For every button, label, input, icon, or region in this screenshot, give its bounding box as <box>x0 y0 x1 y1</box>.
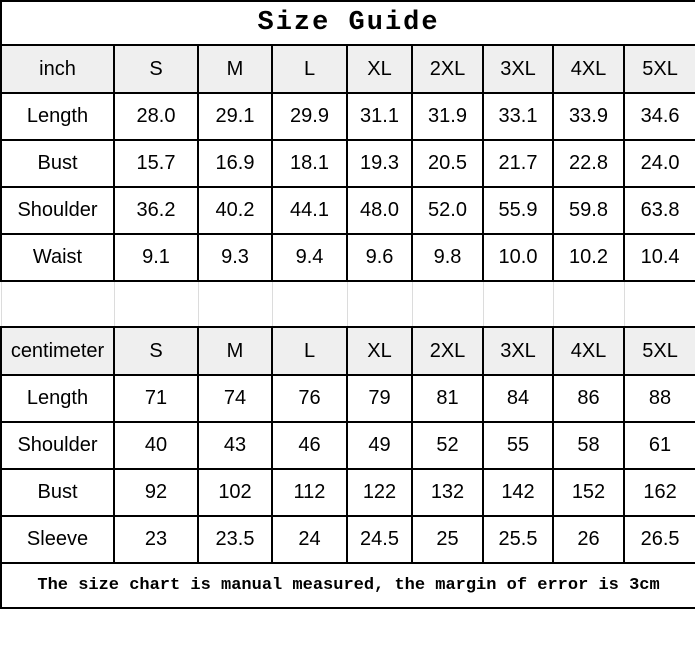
gap-cell <box>412 281 483 327</box>
gap-cell <box>198 281 272 327</box>
measurement-value-cell: 162 <box>624 469 695 516</box>
gap-cell <box>483 281 553 327</box>
measurement-value-cell: 24.5 <box>347 516 412 563</box>
measurement-value-cell: 33.1 <box>483 93 553 140</box>
measurement-value-cell: 92 <box>114 469 198 516</box>
measurement-value-cell: 34.6 <box>624 93 695 140</box>
size-header-cell: L <box>272 327 347 375</box>
measurement-value-cell: 43 <box>198 422 272 469</box>
measurement-value-cell: 49 <box>347 422 412 469</box>
measurement-value-cell: 88 <box>624 375 695 422</box>
gap-cell <box>347 281 412 327</box>
gap-cell <box>553 281 624 327</box>
size-header-cell: 3XL <box>483 327 553 375</box>
table-row <box>1 140 695 187</box>
measurement-value-cell: 33.9 <box>553 93 624 140</box>
footer-note: The size chart is manual measured, the margin of error is 3cm <box>1 563 695 608</box>
measurement-value-cell: 29.9 <box>272 93 347 140</box>
measurement-value-cell: 9.4 <box>272 234 347 281</box>
measurement-value-cell: 26.5 <box>624 516 695 563</box>
table-row <box>1 93 695 140</box>
footer-section <box>1 563 695 608</box>
measurement-value-cell: 16.9 <box>198 140 272 187</box>
table-row <box>1 234 695 281</box>
measurement-value-cell: 59.8 <box>553 187 624 234</box>
gap-cell <box>1 281 114 327</box>
measurement-value-cell: 48.0 <box>347 187 412 234</box>
inch-table-body <box>1 45 695 281</box>
measurement-value-cell: 63.8 <box>624 187 695 234</box>
measurement-value-cell: 19.3 <box>347 140 412 187</box>
gap-cell <box>114 281 198 327</box>
centimeter-table-body <box>1 327 695 563</box>
measurement-value-cell: 81 <box>412 375 483 422</box>
measurement-value-cell: 52.0 <box>412 187 483 234</box>
size-header-cell: 5XL <box>624 327 695 375</box>
measurement-value-cell: 24 <box>272 516 347 563</box>
measurement-value-cell: 18.1 <box>272 140 347 187</box>
measurement-label-cell: Bust <box>1 469 114 516</box>
size-header-cell: S <box>114 45 198 93</box>
measurement-value-cell: 29.1 <box>198 93 272 140</box>
measurement-value-cell: 22.8 <box>553 140 624 187</box>
measurement-value-cell: 52 <box>412 422 483 469</box>
measurement-value-cell: 44.1 <box>272 187 347 234</box>
measurement-value-cell: 152 <box>553 469 624 516</box>
measurement-value-cell: 9.3 <box>198 234 272 281</box>
measurement-value-cell: 40 <box>114 422 198 469</box>
size-header-cell: S <box>114 327 198 375</box>
measurement-value-cell: 142 <box>483 469 553 516</box>
table-row <box>1 469 695 516</box>
measurement-value-cell: 10.2 <box>553 234 624 281</box>
table-row <box>1 516 695 563</box>
size-header-cell: XL <box>347 45 412 93</box>
unit-header-cell: centimeter <box>1 327 114 375</box>
measurement-value-cell: 21.7 <box>483 140 553 187</box>
page-title: Size Guide <box>1 1 695 45</box>
measurement-value-cell: 28.0 <box>114 93 198 140</box>
measurement-value-cell: 15.7 <box>114 140 198 187</box>
measurement-value-cell: 23.5 <box>198 516 272 563</box>
table-row <box>1 187 695 234</box>
measurement-label-cell: Sleeve <box>1 516 114 563</box>
measurement-value-cell: 31.9 <box>412 93 483 140</box>
footer-row <box>1 563 695 608</box>
size-header-cell: M <box>198 45 272 93</box>
measurement-value-cell: 79 <box>347 375 412 422</box>
size-header-cell: XL <box>347 327 412 375</box>
size-header-cell: 4XL <box>553 45 624 93</box>
measurement-value-cell: 46 <box>272 422 347 469</box>
table-row <box>1 375 695 422</box>
measurement-value-cell: 23 <box>114 516 198 563</box>
measurement-value-cell: 55 <box>483 422 553 469</box>
title-row <box>1 1 695 45</box>
gap-section <box>1 281 695 327</box>
inch-header-row <box>1 45 695 93</box>
measurement-value-cell: 71 <box>114 375 198 422</box>
measurement-value-cell: 9.1 <box>114 234 198 281</box>
table-row <box>1 422 695 469</box>
measurement-value-cell: 25.5 <box>483 516 553 563</box>
measurement-value-cell: 9.8 <box>412 234 483 281</box>
gap-cell <box>272 281 347 327</box>
unit-header-cell: inch <box>1 45 114 93</box>
measurement-value-cell: 132 <box>412 469 483 516</box>
size-header-cell: L <box>272 45 347 93</box>
measurement-value-cell: 40.2 <box>198 187 272 234</box>
measurement-label-cell: Shoulder <box>1 422 114 469</box>
size-header-cell: 4XL <box>553 327 624 375</box>
measurement-label-cell: Length <box>1 93 114 140</box>
measurement-value-cell: 10.4 <box>624 234 695 281</box>
measurement-value-cell: 31.1 <box>347 93 412 140</box>
measurement-value-cell: 84 <box>483 375 553 422</box>
measurement-value-cell: 61 <box>624 422 695 469</box>
measurement-value-cell: 76 <box>272 375 347 422</box>
title-section <box>1 1 695 45</box>
measurement-value-cell: 9.6 <box>347 234 412 281</box>
measurement-label-cell: Waist <box>1 234 114 281</box>
measurement-label-cell: Shoulder <box>1 187 114 234</box>
measurement-value-cell: 25 <box>412 516 483 563</box>
measurement-value-cell: 102 <box>198 469 272 516</box>
measurement-value-cell: 20.5 <box>412 140 483 187</box>
table-gap-row <box>1 281 695 327</box>
measurement-value-cell: 26 <box>553 516 624 563</box>
size-header-cell: 2XL <box>412 327 483 375</box>
size-header-cell: 3XL <box>483 45 553 93</box>
measurement-value-cell: 122 <box>347 469 412 516</box>
measurement-value-cell: 36.2 <box>114 187 198 234</box>
gap-cell <box>624 281 695 327</box>
size-header-cell: 2XL <box>412 45 483 93</box>
measurement-value-cell: 86 <box>553 375 624 422</box>
size-header-cell: 5XL <box>624 45 695 93</box>
measurement-value-cell: 10.0 <box>483 234 553 281</box>
measurement-label-cell: Bust <box>1 140 114 187</box>
measurement-value-cell: 112 <box>272 469 347 516</box>
measurement-label-cell: Length <box>1 375 114 422</box>
measurement-value-cell: 24.0 <box>624 140 695 187</box>
measurement-value-cell: 58 <box>553 422 624 469</box>
centimeter-header-row <box>1 327 695 375</box>
measurement-value-cell: 74 <box>198 375 272 422</box>
measurement-value-cell: 55.9 <box>483 187 553 234</box>
size-header-cell: M <box>198 327 272 375</box>
